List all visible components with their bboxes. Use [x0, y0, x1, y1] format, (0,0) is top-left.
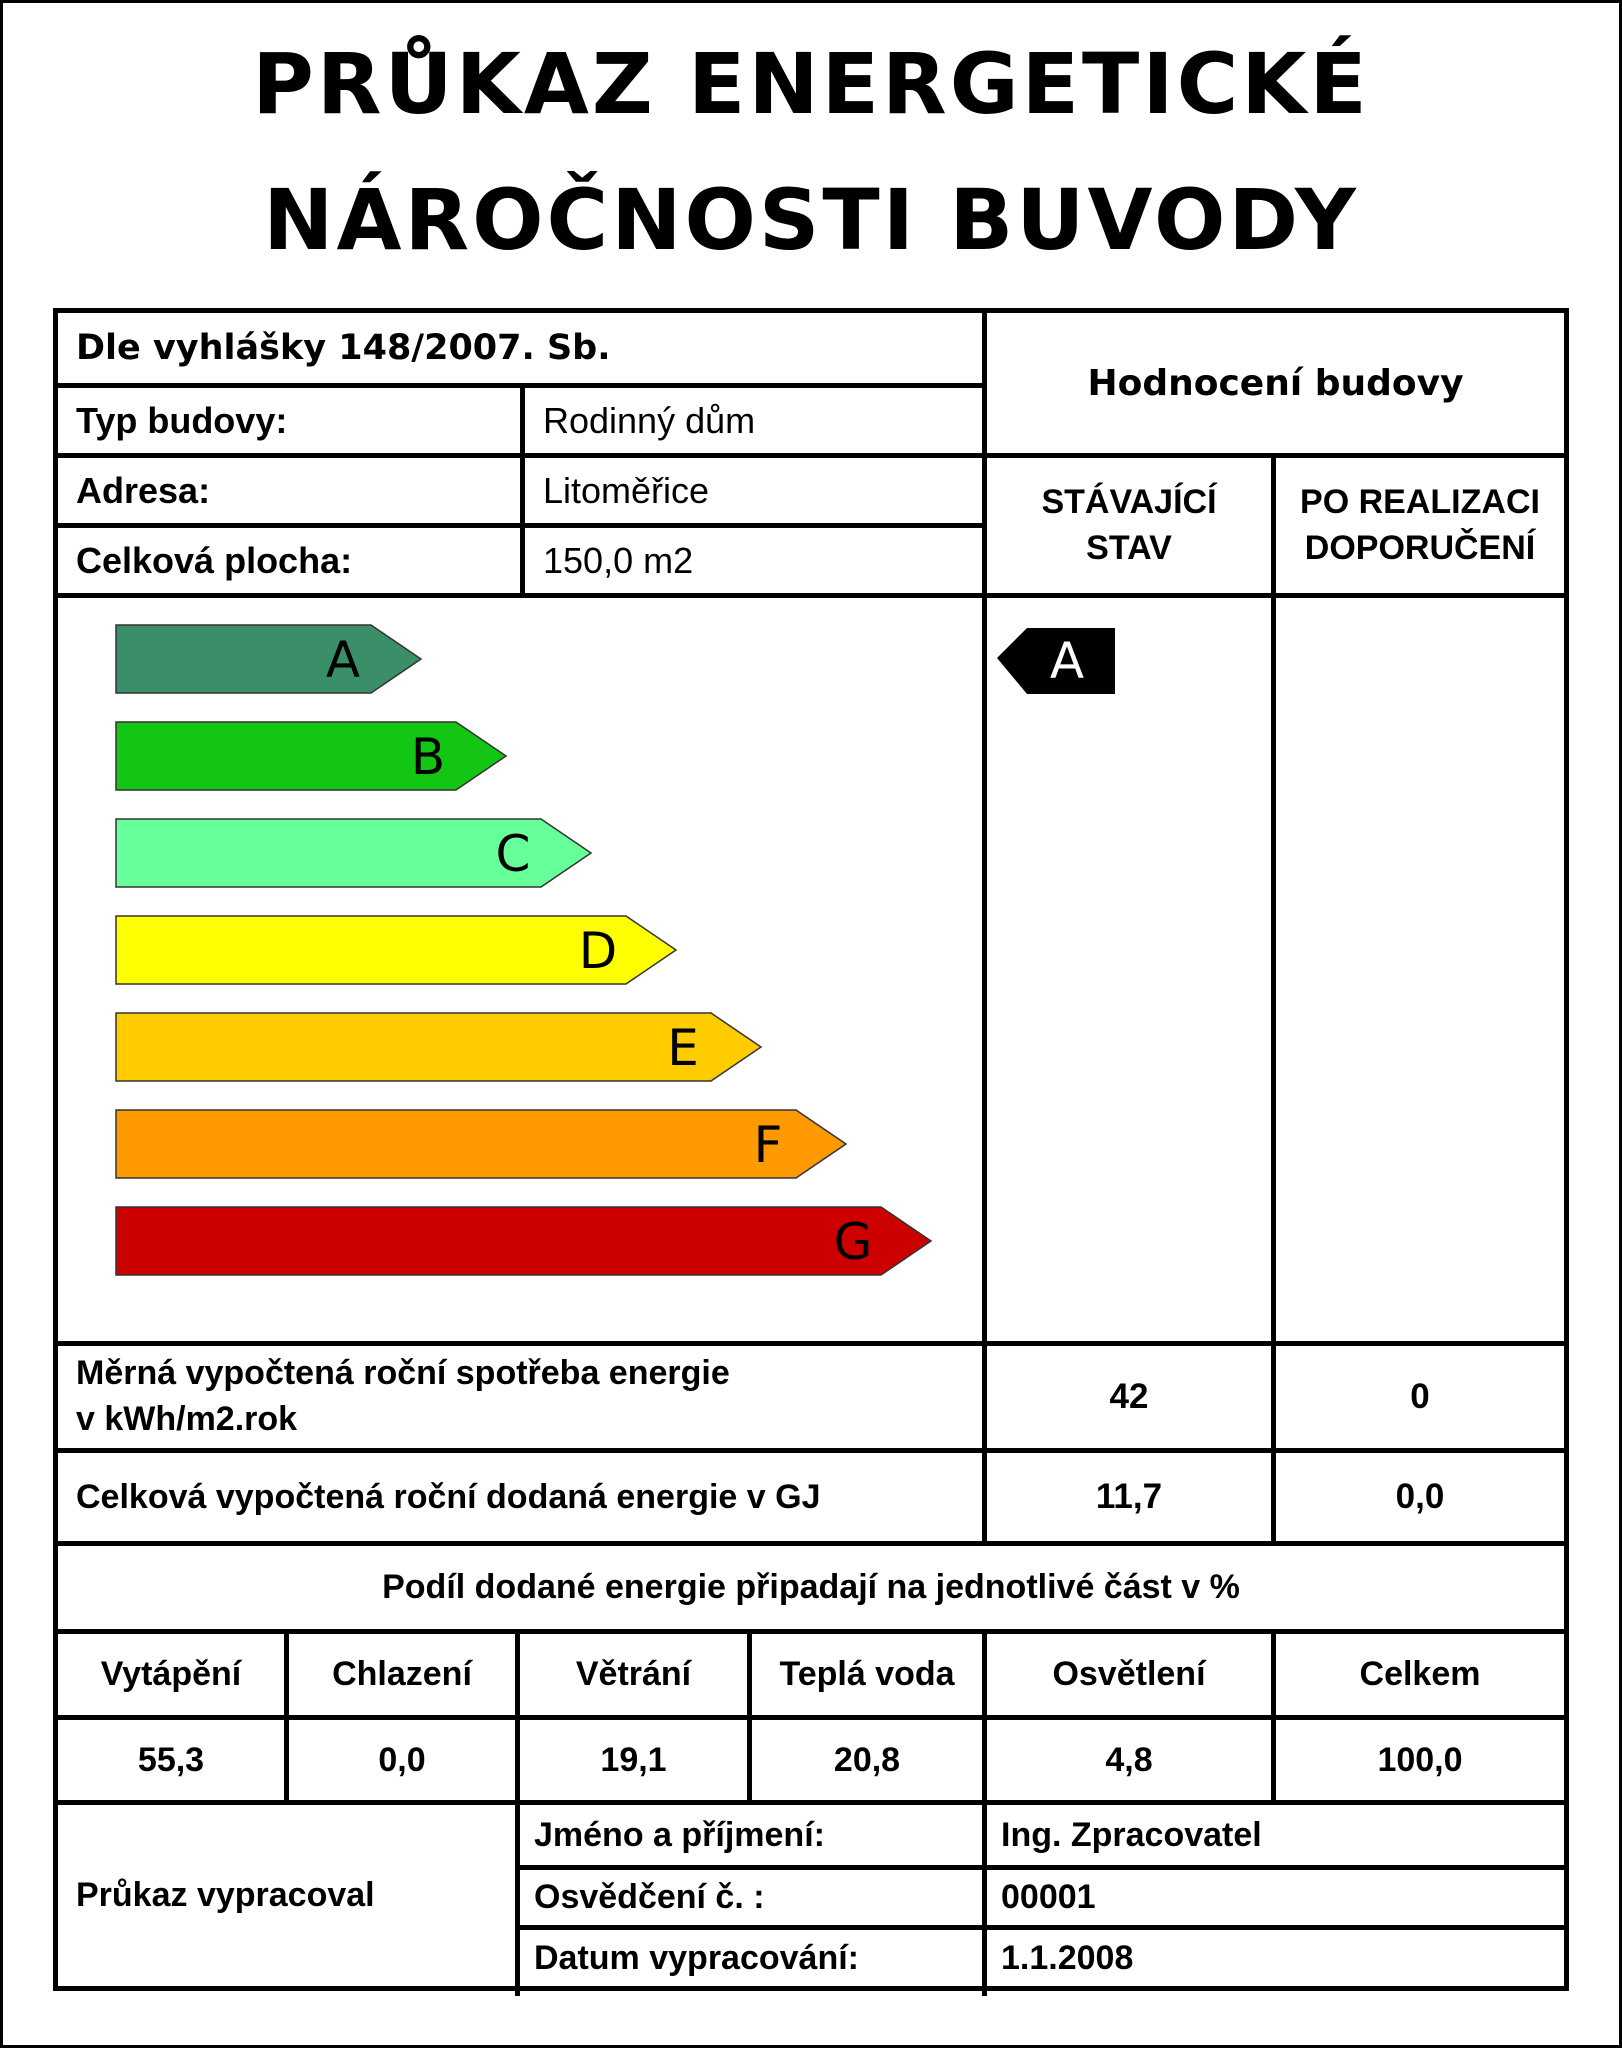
energy-class-a [116, 625, 421, 693]
author-name-value: Ing. Zpracovatel [1001, 1815, 1262, 1854]
author-label: Průkaz vypracoval [76, 1876, 375, 1914]
area-value: 150,0 m2 [543, 539, 694, 581]
area-label: Celková plocha: [76, 539, 353, 581]
energy-class-letter: F [753, 1116, 783, 1174]
current-class-marker [987, 598, 1271, 1341]
energy-class-g [116, 1207, 931, 1275]
regulation-label: Dle vyhlášky 148/2007. Sb. [76, 328, 611, 368]
energy-class-bar [116, 722, 506, 790]
energy-class-bar [116, 1207, 931, 1275]
energy-class-bar [116, 1013, 761, 1081]
address-label: Adresa: [76, 469, 211, 511]
energy-class-letter: G [833, 1213, 873, 1271]
author-cert-value: 00001 [1001, 1878, 1096, 1916]
energy-class-f [116, 1110, 846, 1178]
share-value-total: 100,0 [1377, 1740, 1463, 1779]
energy-class-c [116, 819, 591, 887]
share-value-ventilation: 19,1 [600, 1740, 667, 1779]
specific-label-line1: Měrná vypočtená roční spotřeba energie [76, 1354, 730, 1393]
energy-scale-chart [58, 598, 982, 1341]
energy-class-e [116, 1013, 761, 1081]
total-current-value: 11,7 [1095, 1477, 1163, 1516]
page-title-line1: PRŮKAZ ENERGETICKÉ [252, 35, 1370, 133]
building-type-label: Typ budovy: [76, 399, 288, 441]
author-date-value: 1.1.2008 [1001, 1938, 1134, 1977]
current-state-line1: STÁVAJÍCÍ [1041, 482, 1217, 521]
author-name-label: Jméno a příjmení: [534, 1815, 825, 1854]
after-recommendation-header [1276, 458, 1564, 593]
page-title-line2: NÁROČNOSTI BUVODY [263, 171, 1359, 269]
energy-class-letter: C [495, 825, 531, 883]
current-state-line2: STAV [1086, 528, 1172, 567]
share-header-lighting: Osvětlení [1052, 1655, 1206, 1693]
author-date-label: Datum vypracování: [534, 1938, 859, 1977]
address-value: Litoměřice [543, 469, 710, 511]
energy-class-bar [116, 625, 421, 693]
after-line1: PO REALIZACI [1300, 482, 1540, 521]
energy-class-letter: A [325, 631, 361, 689]
after-line2: DOPORUČENÍ [1304, 528, 1536, 567]
share-header-heating: Vytápění [100, 1655, 242, 1693]
energy-class-d [116, 916, 676, 984]
share-header-hot-water: Teplá voda [779, 1655, 955, 1693]
class-marker-letter: A [1049, 632, 1085, 690]
share-value-cooling: 0,0 [378, 1740, 426, 1779]
current-class-area [987, 598, 1271, 1341]
specific-label-line2: v kWh/m2.rok [76, 1400, 298, 1438]
specific-after-value: 0 [1410, 1377, 1430, 1416]
share-value-heating: 55,3 [137, 1740, 205, 1779]
specific-consumption-label [58, 1346, 982, 1448]
energy-scale [58, 598, 982, 1341]
share-value-lighting: 4,8 [1105, 1740, 1153, 1779]
energy-class-b [116, 722, 506, 790]
share-header-total: Celkem [1359, 1655, 1481, 1693]
energy-class-letter: D [578, 922, 618, 980]
share-header-cooling: Chlazení [332, 1655, 472, 1693]
energy-class-letter: E [667, 1019, 699, 1077]
shares-header: Podíl dodané energie připadají na jednotlivé část v % [382, 1568, 1240, 1606]
energy-class-letter: B [410, 728, 446, 786]
building-type-value: Rodinný dům [543, 399, 756, 441]
share-header-ventilation: Větrání [575, 1655, 692, 1693]
author-cert-label: Osvědčení č. : [534, 1878, 765, 1916]
share-value-hot-water: 20,8 [833, 1740, 901, 1779]
certificate-table [53, 308, 1569, 1991]
current-state-header [987, 458, 1271, 593]
total-after-value: 0,0 [1395, 1477, 1445, 1516]
evaluation-header: Hodnocení budovy [1087, 362, 1464, 404]
specific-current-value: 42 [1109, 1377, 1149, 1416]
total-energy-label: Celková vypočtená roční dodaná energie v GJ [76, 1477, 821, 1516]
energy-class-bar [116, 1110, 846, 1178]
